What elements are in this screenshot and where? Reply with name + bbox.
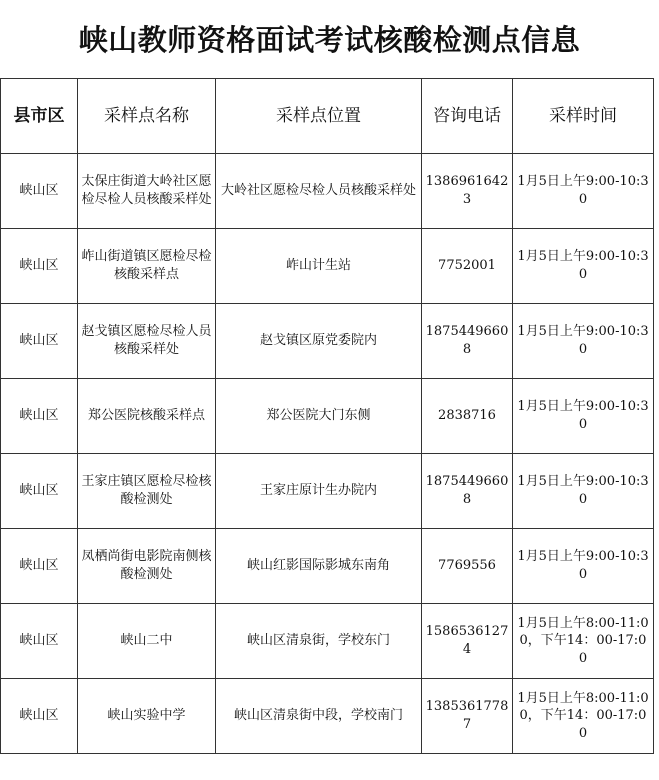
document-title: 峡山教师资格面试考试核酸检测点信息 bbox=[78, 23, 581, 57]
cell-phone: 18754496608 bbox=[422, 304, 513, 379]
cell-district: 峡山区 bbox=[1, 679, 78, 754]
cell-site-name: 峡山实验中学 bbox=[78, 679, 216, 754]
cell-site-location: 峡山区清泉街，学校东门 bbox=[216, 604, 422, 679]
cell-district: 峡山区 bbox=[1, 154, 78, 229]
table-row bbox=[1, 604, 654, 679]
table-row bbox=[1, 154, 654, 229]
cell-district: 峡山区 bbox=[1, 379, 78, 454]
table-row bbox=[1, 529, 654, 604]
cell-phone: 7752001 bbox=[422, 229, 513, 304]
table-row bbox=[1, 679, 654, 754]
cell-site-name: 赵戈镇区愿检尽检人员核酸采样处 bbox=[78, 304, 216, 379]
cell-site-name: 峡山二中 bbox=[78, 604, 216, 679]
cell-time: 1月5日上午8:00-11:00，下午14：00-17:00 bbox=[513, 679, 654, 754]
header-time: 采样时间 bbox=[513, 79, 654, 154]
cell-phone: 13853617787 bbox=[422, 679, 513, 754]
cell-time: 1月5日上午9:00-10:30 bbox=[513, 379, 654, 454]
table-row bbox=[1, 454, 654, 529]
cell-time: 1月5日上午9:00-10:30 bbox=[513, 304, 654, 379]
cell-phone: 15865361274 bbox=[422, 604, 513, 679]
cell-time: 1月5日上午9:00-10:30 bbox=[513, 454, 654, 529]
cell-site-location: 岞山计生站 bbox=[216, 229, 422, 304]
cell-site-location: 王家庄原计生办院内 bbox=[216, 454, 422, 529]
cell-site-location: 赵戈镇区原党委院内 bbox=[216, 304, 422, 379]
cell-phone: 18754496608 bbox=[422, 454, 513, 529]
cell-site-name: 王家庄镇区愿检尽检核酸检测处 bbox=[78, 454, 216, 529]
cell-district: 峡山区 bbox=[1, 604, 78, 679]
header-phone: 咨询电话 bbox=[422, 79, 513, 154]
table-row bbox=[1, 229, 654, 304]
cell-time: 1月5日上午9:00-10:30 bbox=[513, 229, 654, 304]
cell-district: 峡山区 bbox=[1, 454, 78, 529]
cell-site-name: 岞山街道镇区愿检尽检核酸采样点 bbox=[78, 229, 216, 304]
cell-site-location: 郑公医院大门东侧 bbox=[216, 379, 422, 454]
sampling-points-table bbox=[0, 78, 654, 754]
cell-time: 1月5日上午9:00-10:30 bbox=[513, 154, 654, 229]
cell-phone: 13869616423 bbox=[422, 154, 513, 229]
cell-site-name: 郑公医院核酸采样点 bbox=[78, 379, 216, 454]
header-district: 县市区 bbox=[1, 79, 78, 154]
cell-time: 1月5日上午8:00-11:00，下午14：00-17:00 bbox=[513, 604, 654, 679]
cell-phone: 2838716 bbox=[422, 379, 513, 454]
table-row bbox=[1, 379, 654, 454]
table-header-row bbox=[1, 79, 654, 154]
cell-site-location: 峡山红影国际影城东南角 bbox=[216, 529, 422, 604]
header-site-name: 采样点名称 bbox=[78, 79, 216, 154]
cell-district: 峡山区 bbox=[1, 529, 78, 604]
cell-site-location: 峡山区清泉街中段，学校南门 bbox=[216, 679, 422, 754]
cell-site-location: 大岭社区愿检尽检人员核酸采样处 bbox=[216, 154, 422, 229]
cell-site-name: 凤栖尚街电影院南侧核酸检测处 bbox=[78, 529, 216, 604]
cell-site-name: 太保庄街道大岭社区愿检尽检人员核酸采样处 bbox=[78, 154, 216, 229]
header-site-location: 采样点位置 bbox=[216, 79, 422, 154]
cell-phone: 7769556 bbox=[422, 529, 513, 604]
table-row bbox=[1, 304, 654, 379]
cell-time: 1月5日上午9:00-10:30 bbox=[513, 529, 654, 604]
cell-district: 峡山区 bbox=[1, 229, 78, 304]
cell-district: 峡山区 bbox=[1, 304, 78, 379]
